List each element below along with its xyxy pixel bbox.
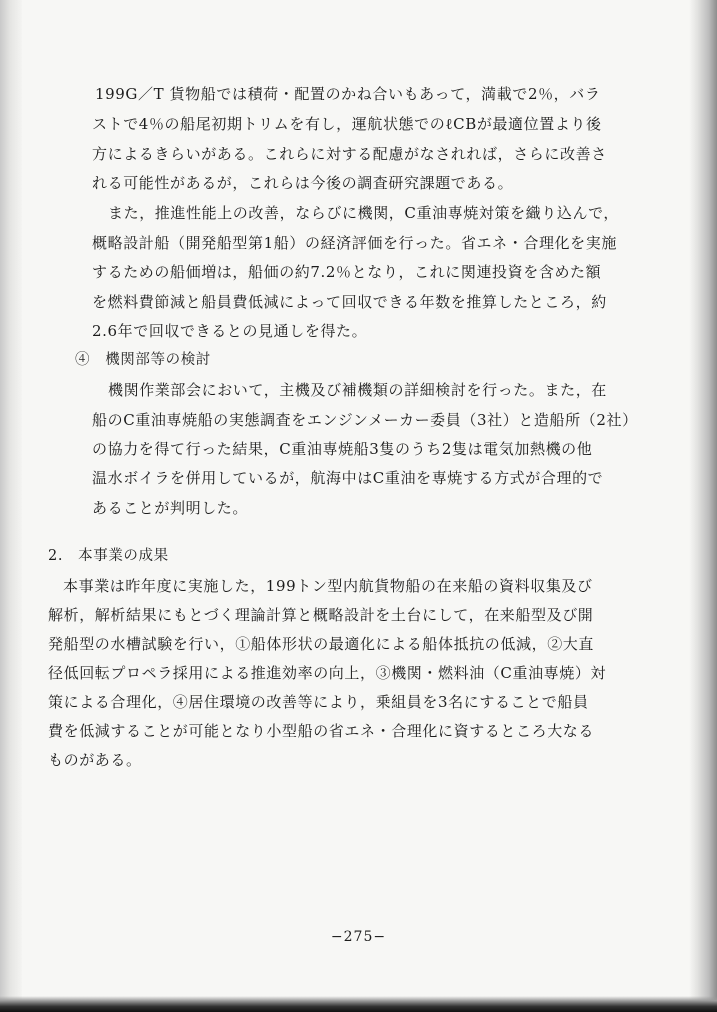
subsection-heading: ④ 機関部等の検討 [75,352,211,368]
scan-shadow-right [689,0,717,1012]
text-line: 発船型の水槽試験を行い，①船体形状の最適化による船体抵抗の低減，②大直 [48,635,595,653]
text-line: 機関作業部会において，主機及び補機類の詳細検討を行った。また，在 [108,381,607,399]
text-line: 温水ボイラを併用しているが，航海中はC重油を専焼する方式が合理的で [92,469,604,487]
text-line: 径低回転プロペラ採用による推進効率の向上，③機関・燃料油（C重油専焼）対 [48,664,607,682]
scan-shadow-bottom [0,996,717,1012]
text-line: 船のC重油専焼船の実態調査をエンジンメーカー委員（3社）と造船所（2社） [92,411,638,429]
section-heading: 2. 本事業の成果 [48,548,169,564]
scan-shadow-left [0,0,22,1012]
text-line: 199G／T 貨物船では積荷・配置のかね合いもあって，満載で2％，バラ [95,85,601,103]
text-line: するための船価増は，船価の約7.2％となり，これに関連投資を含めた額 [92,263,602,281]
text-line: の協力を得て行った結果，C重油専焼船3隻のうち2隻は電気加熱機の他 [92,440,593,458]
text-line: あることが判明した。 [92,499,249,517]
text-line: 2.6年で回収できるとの見通しを得た。 [92,322,368,340]
text-line: を燃料費節減と船員費低減によって回収できる年数を推算したところ，約 [92,293,607,311]
text-line: ものがある。 [48,751,142,769]
text-line: 費を低減することが可能となり小型船の省エネ・合理化に資するところ大なる [48,722,595,740]
text-line: 方によるきらいがある。これらに対する配慮がなされれば，さらに改善さ [92,145,607,163]
text-line: 策による合理化，④居住環境の改善等により，乗組員を3名にすることで船員 [48,693,589,711]
text-line: 概略設計船（開発船型第1船）の経済評価を行った。省エネ・合理化を実施 [92,234,617,252]
text-line: また，推進性能上の改善，ならびに機関，C重油専焼対策を織り込んで， [108,204,619,222]
text-line: 本事業は昨年度に実施した，199トン型内航貨物船の在来船の資料収集及び [63,577,593,595]
page-number: −275− [330,929,387,945]
text-line: ストで4％の船尾初期トリムを有し，運航状態でのℓCBが最適位置より後 [92,115,602,133]
text-line: れる可能性があるが，これらは今後の調査研究課題である。 [92,174,514,192]
text-line: 解析，解析結果にもとづく理論計算と概略設計を土台にして，在来船型及び開 [48,606,594,624]
